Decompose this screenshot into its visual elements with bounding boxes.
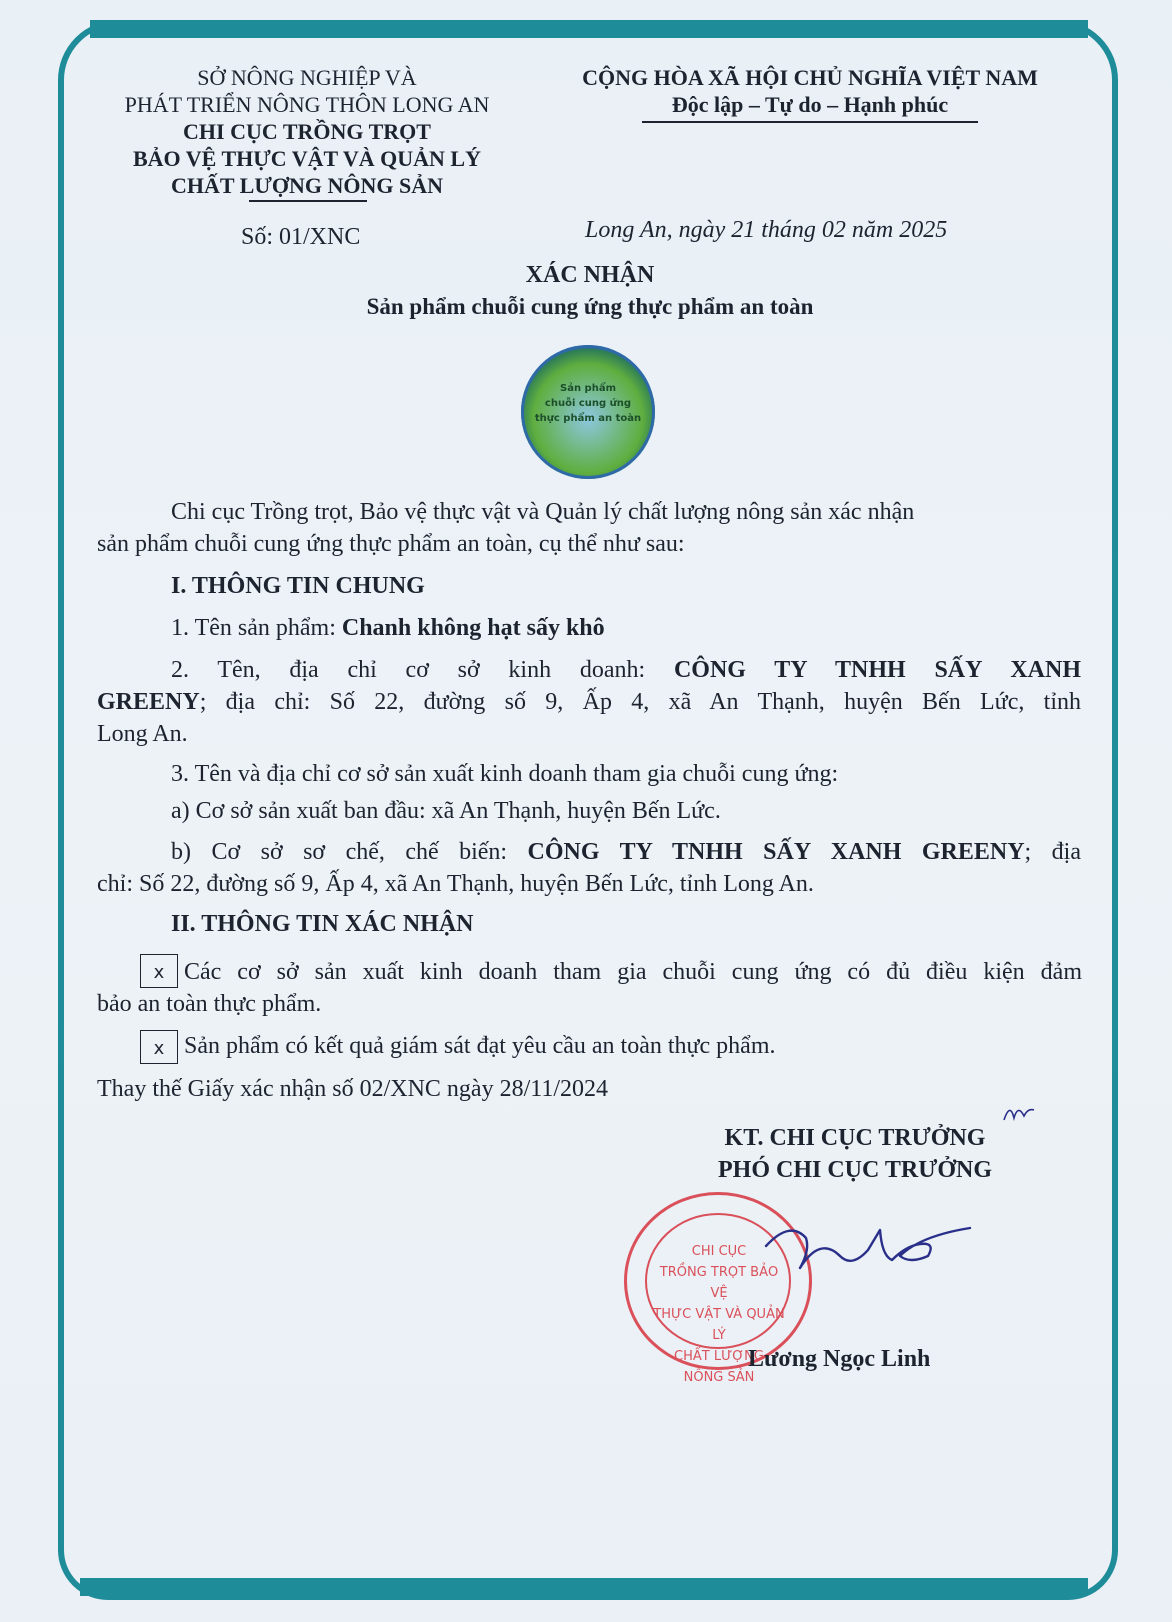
confirmation-text-1b: bảo an toàn thực phẩm. [97,991,322,1017]
national-title: CỘNG HÒA XÃ HỘI CHỦ NGHĨA VIỆT NAM [582,65,1038,90]
agency-parent-line1: SỞ NÔNG NGHIỆP VÀ [197,65,417,90]
product-name-row [171,612,605,644]
product-name-value: Chanh không hạt sấy khô [341,615,605,641]
intro-line1: Chi cục Trồng trọt, Bảo vệ thực vật và Quản lý chất lượng nông sản xác nhận [171,499,915,525]
motto-underline [642,121,978,123]
signer-name: Lương Ngọc Linh [748,1346,931,1372]
business-address: ; địa chỉ: Số 22, đường số 9, Ấp 4, xã An Thạnh, huyện Bến Lức, tỉnh [199,689,1081,715]
safe-food-chain-logo [521,345,655,479]
business-address-row [97,686,1081,718]
border-bottom-bar [80,1578,1088,1596]
border-top-bar [90,20,1088,38]
confirmation-checkbox-1: x [140,954,178,988]
signer-title-1: KT. CHI CỤC TRƯỞNG [724,1125,986,1151]
handwritten-signature [760,1216,980,1286]
business-name-row [171,654,1081,686]
processor-row [171,836,1081,868]
business-company-part2: GREENY [97,689,200,715]
processor-label: b) Cơ sở sơ chế, chế biến: [171,839,528,865]
stamp-center-text: CHI CỤC TRỒNG TRỌT BẢO VỆ THỰC VẬT VÀ QUẢN LÝ CHẤT LƯỢNG NÔNG SẢN [653,1244,785,1385]
issuing-agency-block [92,64,522,199]
agency-parent-line2: PHÁT TRIỂN NÔNG THÔN LONG AN [124,92,490,117]
signer-title-2: PHÓ CHI CỤC TRƯỞNG [717,1157,992,1183]
business-label: 2. Tên, địa chỉ cơ sở kinh doanh: [171,657,674,683]
agency-underline [249,200,367,202]
agency-name-line1: CHI CỤC TRỒNG TRỌT [183,119,431,144]
intro-line2: sản phẩm chuỗi cung ứng thực phẩm an toàn, cụ thể như sau: [97,531,685,557]
product-name-label: 1. Tên sản phẩm: [171,615,342,641]
section2-heading: II. THÔNG TIN XÁC NHẬN [171,911,474,937]
place-and-date: Long An, ngày 21 tháng 02 năm 2025 [585,217,948,243]
agency-name-line2: BẢO VỆ THỰC VẬT VÀ QUẢN LÝ [133,146,481,171]
participants-heading: 3. Tên và địa chỉ cơ sở sản xuất kinh doanh tham gia chuỗi cung ứng: [171,761,839,787]
confirmation-text-1a: Các cơ sở sản xuất kinh doanh tham gia chuỗi cung ứng có đủ điều kiện đảm [184,959,1082,985]
primary-producer: a) Cơ sở sản xuất ban đầu: xã An Thạnh, huyện Bến Lức. [171,798,721,824]
confirmation-checkbox-2: x [140,1030,178,1064]
initial-mark [1000,1100,1040,1126]
confirmation-text-2: Sản phẩm có kết quả giám sát đạt yêu cầu an toàn thực phẩm. [184,1033,776,1059]
document-number: Số: 01/XNC [241,224,361,250]
national-motto: Độc lập – Tự do – Hạnh phúc [671,92,949,117]
processor-tail: ; địa [1024,839,1081,865]
document-subtitle: Sản phẩm chuỗi cung ứng thực phẩm an toàn [366,294,814,319]
business-company-part1: CÔNG TY TNHH SẤY XANH [673,657,1082,683]
business-address-end: Long An. [97,721,188,747]
processor-address: chỉ: Số 22, đường số 9, Ấp 4, xã An Thạnh, huyện Bến Lức, tỉnh Long An. [97,871,814,897]
agency-name-line3: CHẤT LƯỢNG NÔNG SẢN [171,173,443,198]
replacement-note: Thay thế Giấy xác nhận số 02/XNC ngày 28/11/2024 [97,1076,609,1102]
logo-text: Sản phẩm chuỗi cung ứng thực phẩm an toàn [534,383,642,424]
section1-heading: I. THÔNG TIN CHUNG [171,573,425,599]
document-title: XÁC NHẬN [525,262,655,288]
national-header-block [540,64,1080,118]
processor-company: CÔNG TY TNHH SẤY XANH GREENY [527,839,1025,865]
